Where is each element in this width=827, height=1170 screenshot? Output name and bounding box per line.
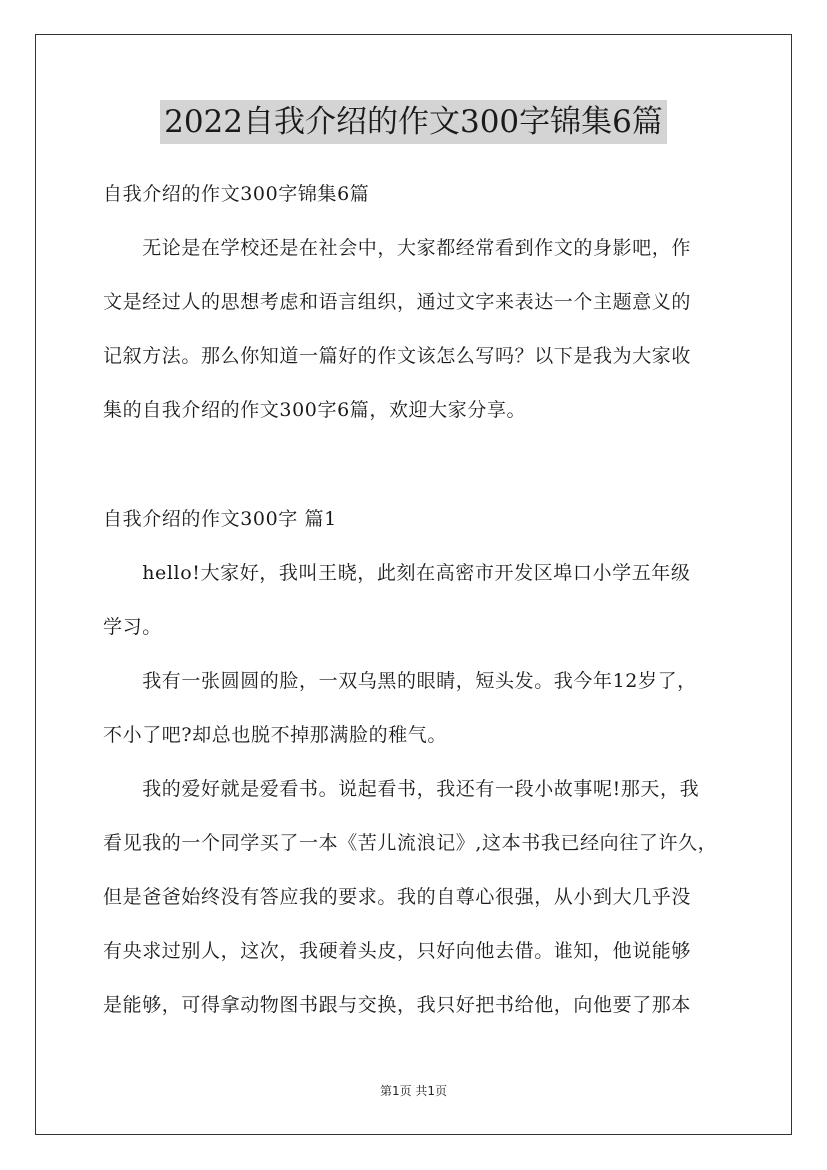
body-line: 集的自我介绍的作文300字6篇，欢迎大家分享。 bbox=[103, 399, 527, 421]
body-line: 我的爱好就是爱看书。说起看书，我还有一段小故事呢!那天，我 bbox=[103, 778, 700, 800]
title-container bbox=[0, 100, 827, 144]
body-line: 但是爸爸始终没有答应我的要求。我的自尊心很强，从小到大几乎没 bbox=[103, 886, 692, 908]
subtitle: 自我介绍的作文300字锦集6篇 bbox=[103, 183, 370, 205]
body-line: 有央求过别人，这次，我硬着头皮，只好向他去借。谁知，他说能够 bbox=[103, 940, 692, 962]
body-line: 我有一张圆圆的脸，一双乌黑的眼睛，短头发。我今年12岁了， bbox=[103, 670, 697, 692]
body-line: 是能够，可得拿动物图书跟与交换，我只好把书给他，向他要了那本 bbox=[103, 994, 692, 1016]
body-line: 看见我的一个同学买了一本《苦儿流浪记》,这本书我已经向往了许久， bbox=[103, 832, 718, 854]
section-heading: 自我介绍的作文300字 篇1 bbox=[103, 508, 337, 530]
body-line: 文是经过人的思想考虑和语言组织，通过文字来表达一个主题意义的 bbox=[103, 291, 692, 313]
body-line: 无论是在学校还是在社会中，大家都经常看到作文的身影吧，作 bbox=[103, 237, 692, 259]
page-number: 第1页 共1页 bbox=[379, 1084, 448, 1098]
body-line: hello!大家好，我叫王晓，此刻在高密市开发区埠口小学五年级 bbox=[103, 562, 691, 584]
body-line: 不小了吧?却总也脱不掉那满脸的稚气。 bbox=[103, 724, 447, 746]
document-title: 2022自我介绍的作文300字锦集6篇 bbox=[160, 100, 667, 144]
body-line: 记叙方法。那么你知道一篇好的作文该怎么写吗？以下是我为大家收 bbox=[103, 345, 692, 367]
body-line: 学习。 bbox=[103, 616, 162, 638]
